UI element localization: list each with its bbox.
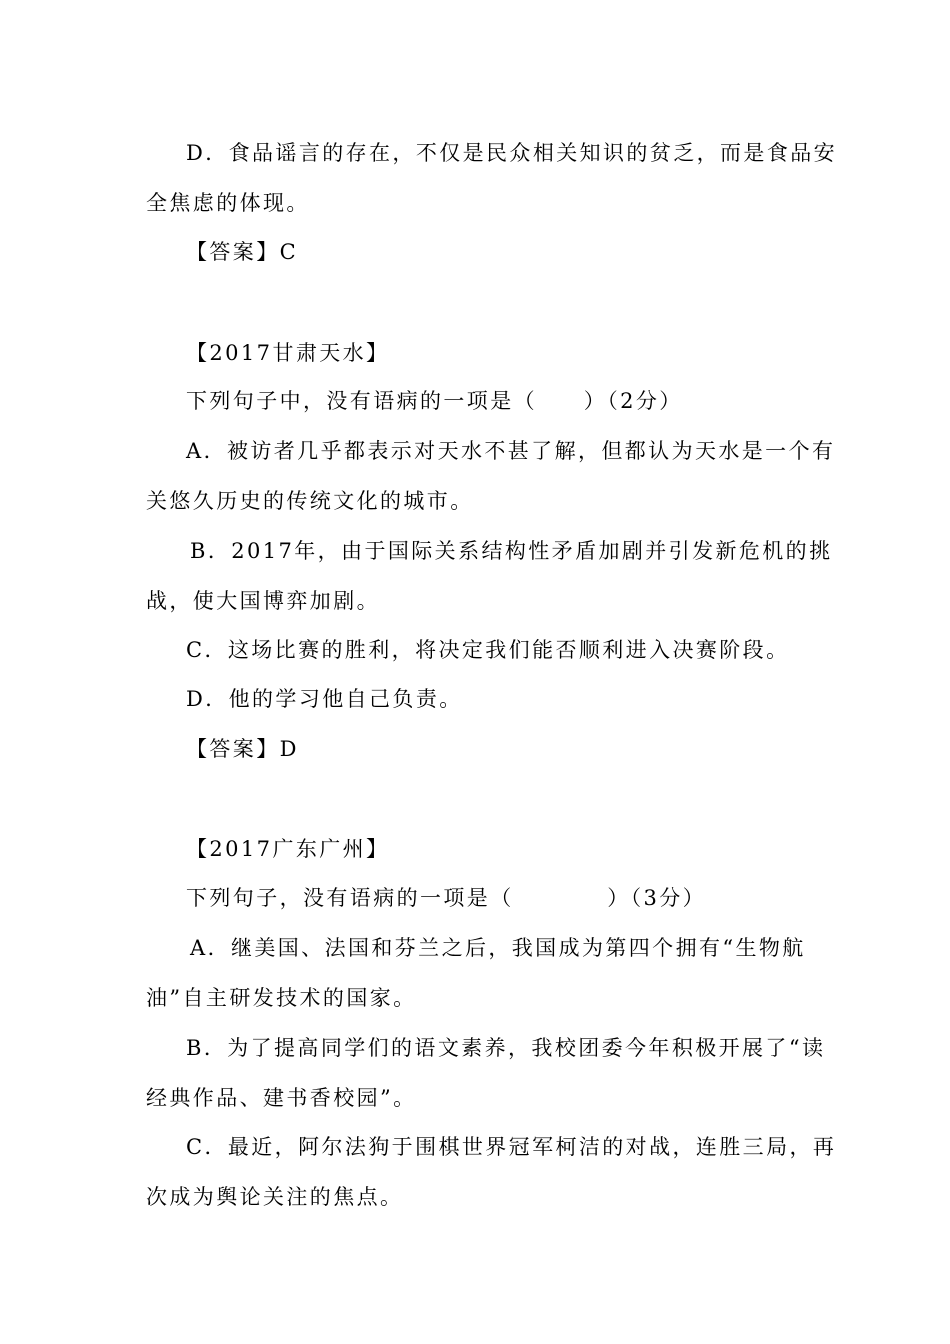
option-a-line2: 油”自主研发技术的国家。 xyxy=(146,986,417,1010)
option-b-line2: 经典作品、建书香校园”。 xyxy=(146,1086,417,1110)
option-a-line1: A．被访者几乎都表示对天水不甚了解，但都认为天水是一个有 xyxy=(186,439,836,463)
option-c-line2: 次成为舆论关注的焦点。 xyxy=(146,1185,404,1209)
question-stem: 下列句子中，没有语病的一项是（ ）（2分） xyxy=(186,389,683,413)
option-d-line1: D．食品谣言的存在，不仅是民众相关知识的贫乏，而是食品安 xyxy=(186,141,838,165)
answer-d: 【答案】D xyxy=(186,737,299,761)
option-b-line1: B．2017年，由于国际关系结构性矛盾加剧并引发新危机的挑 xyxy=(190,539,833,563)
option-b-line2: 战，使大国博弈加剧。 xyxy=(146,589,380,613)
answer-c: 【答案】C xyxy=(186,240,299,264)
source-heading-guangzhou: 【2017广东广州】 xyxy=(186,837,390,861)
option-b-line1: B．为了提高同学们的语文素养，我校团委今年积极开展了“读 xyxy=(186,1036,826,1060)
option-c-line1: C．最近，阿尔法狗于围棋世界冠军柯洁的对战，连胜三局，再 xyxy=(186,1135,837,1159)
option-a-line1: A．继美国、法国和芬兰之后，我国成为第四个拥有“生物航 xyxy=(190,936,806,960)
option-c: C．这场比赛的胜利，将决定我们能否顺利进入决赛阶段。 xyxy=(186,638,790,662)
option-d: D．他的学习他自己负责。 xyxy=(186,687,463,711)
option-d-line2: 全焦虑的体现。 xyxy=(146,191,310,215)
option-a-line2: 关悠久历史的传统文化的城市。 xyxy=(146,489,474,513)
source-heading-tianshui: 【2017甘肃天水】 xyxy=(186,341,390,365)
question-stem: 下列句子，没有语病的一项是（ ）（3分） xyxy=(186,886,707,910)
